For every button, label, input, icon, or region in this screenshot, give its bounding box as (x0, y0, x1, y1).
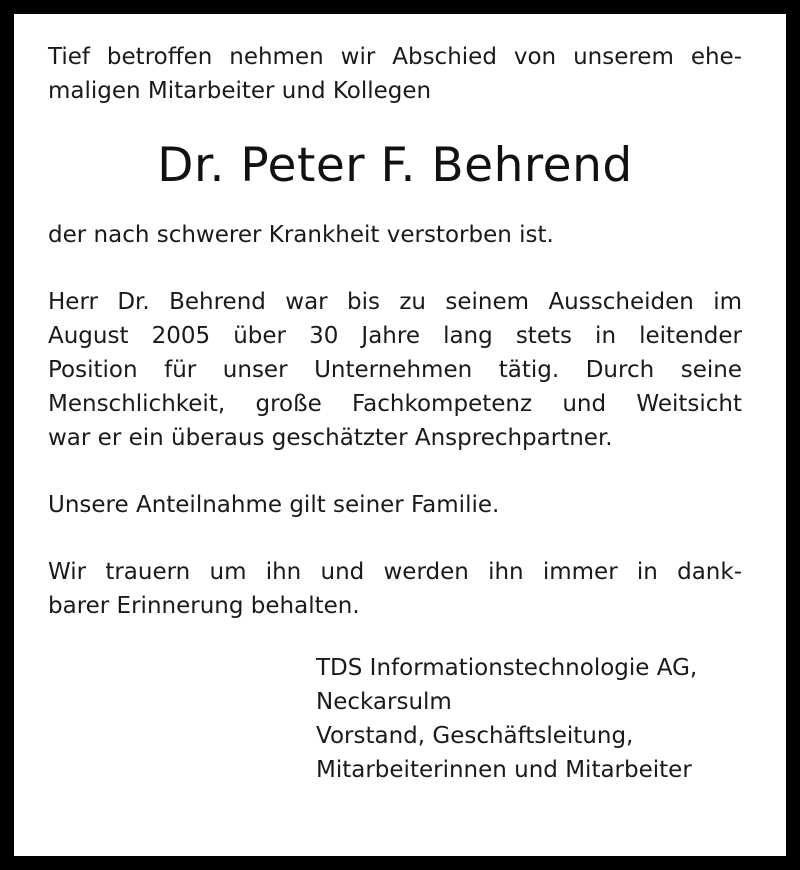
signature-company: TDS Informationstechnologie AG, (316, 655, 698, 681)
career-line-2: August 2005 über 30 Jahre lang stets in leitender (48, 323, 742, 349)
career-line-5: war er ein überaus geschätzter Ansprechpartner. (48, 425, 613, 451)
intro-line-2: maligen Mitarbeiter und Kollegen (48, 78, 432, 104)
closing-paragraph (48, 555, 742, 623)
signature-staff: Mitarbeiterinnen und Mitarbeiter (316, 757, 692, 783)
notice-content (48, 40, 742, 787)
career-line-4: Menschlichkeit, große Fachkompetenz und Weitsicht (48, 391, 742, 417)
signature-block (316, 651, 742, 787)
closing-line-1: Wir trauern um ihn und werden ihn immer in dank- (48, 559, 742, 585)
deceased-name: Dr. Peter F. Behrend (157, 138, 633, 193)
intro-paragraph (48, 40, 742, 108)
career-line-3: Position für unser Unternehmen tätig. Durch seine (48, 357, 742, 383)
closing-line-2: barer Erinnerung behalten. (48, 593, 360, 619)
career-paragraph (48, 285, 742, 455)
intro-line-1: Tief betroffen nehmen wir Abschied von unserem ehe- (48, 44, 742, 70)
career-line-1: Herr Dr. Behrend war bis zu seinem Ausscheiden im (48, 289, 742, 315)
signature-city: Neckarsulm (316, 689, 452, 715)
passing-paragraph: der nach schwerer Krankheit verstorben ist. (48, 222, 554, 248)
signature-management: Vorstand, Geschäftsleitung, (316, 723, 634, 749)
sympathy-paragraph: Unsere Anteilnahme gilt seiner Familie. (48, 492, 500, 518)
